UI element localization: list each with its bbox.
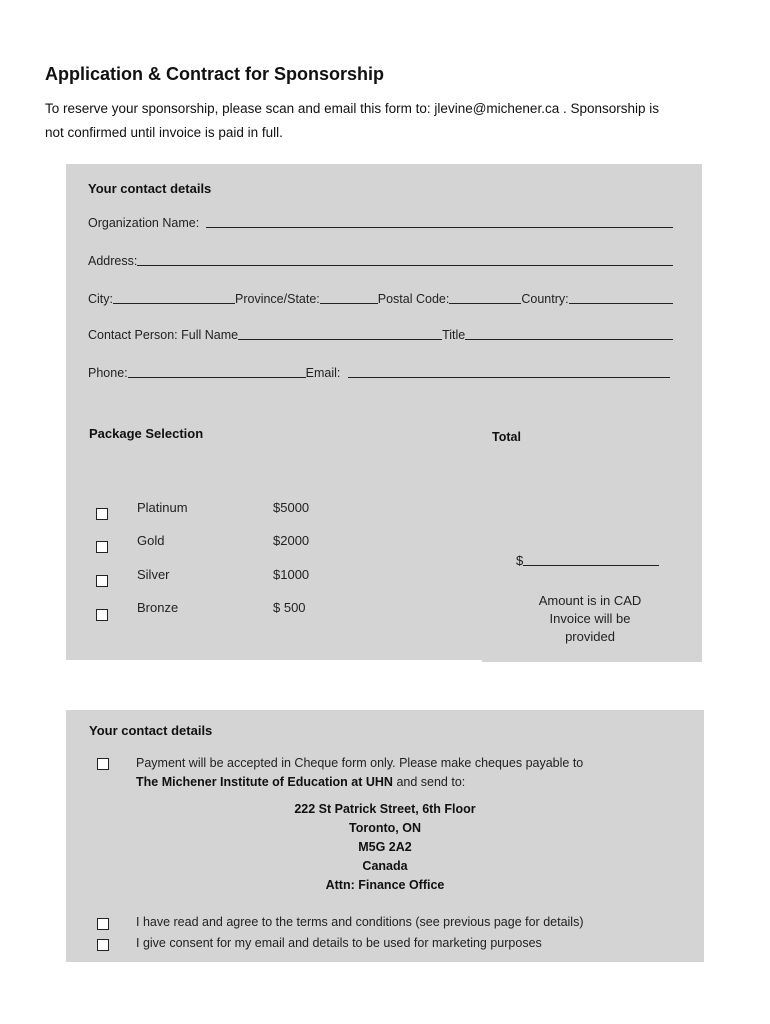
organization-field[interactable] <box>206 216 673 228</box>
address-line-4: Canada <box>362 859 408 873</box>
bronze-name: Bronze <box>137 600 179 615</box>
postal-code-label: Postal Code: <box>377 292 450 306</box>
intro-line-1: To reserve your sponsorship, please scan and email this form to: jlevine@michener.ca . Sponsorship is <box>45 101 659 116</box>
title-field[interactable] <box>465 328 673 340</box>
intro-line-2: not confirmed until invoice is paid in full. <box>45 125 283 140</box>
currency-note <box>510 592 670 646</box>
currency-note-line-2: Invoice will be <box>549 611 631 626</box>
address-line-2: Toronto, ON <box>349 821 421 835</box>
province-field[interactable] <box>320 292 378 304</box>
payment-line-1: Payment will be accepted in Cheque form only. Please make cheques payable to <box>136 756 584 770</box>
organization-row <box>88 216 673 230</box>
address-line-1: 222 St Patrick Street, 6th Floor <box>294 802 476 816</box>
total-amount-field[interactable] <box>523 554 659 566</box>
email-label: Email: <box>305 366 341 380</box>
address-row <box>88 254 673 268</box>
silver-name: Silver <box>137 567 170 582</box>
total-amount <box>516 553 659 568</box>
payment-instructions <box>136 754 676 792</box>
bronze-price: $ 500 <box>273 600 306 615</box>
page-title: Application & Contract for Sponsorship <box>45 64 385 84</box>
contact-details-heading: Your contact details <box>88 181 212 196</box>
title-label: Title <box>442 328 466 342</box>
payment-heading: Your contact details <box>89 723 213 738</box>
total-heading: Total <box>492 430 521 444</box>
address-label: Address: <box>88 254 138 268</box>
platinum-price: $5000 <box>273 500 310 515</box>
terms-label: I have read and agree to the terms and conditions (see previous page for details) <box>136 915 584 929</box>
address-field[interactable] <box>137 254 673 266</box>
gold-price: $2000 <box>273 533 310 548</box>
contact-person-label: Contact Person: Full Name <box>88 328 239 342</box>
consent-checkbox[interactable] <box>97 939 109 951</box>
silver-price: $1000 <box>273 567 310 582</box>
currency-note-line-3: provided <box>565 629 615 644</box>
package-selection-heading: Package Selection <box>89 426 204 441</box>
full-name-field[interactable] <box>238 328 442 340</box>
terms-checkbox[interactable] <box>97 918 109 930</box>
phone-label: Phone: <box>88 366 128 380</box>
contact-person-row <box>88 328 673 342</box>
email-field[interactable] <box>348 366 670 378</box>
currency-note-line-1: Amount is in CAD <box>538 593 642 608</box>
dollar-sign: $ <box>516 553 524 568</box>
location-row <box>88 292 673 306</box>
payment-line-2-suffix: and send to: <box>392 775 466 789</box>
phone-email-row <box>88 366 670 380</box>
intro-text <box>45 97 735 145</box>
country-field[interactable] <box>569 292 673 304</box>
postal-code-field[interactable] <box>449 292 521 304</box>
city-label: City: <box>88 292 113 306</box>
payee-name: The Michener Institute of Education at UHN <box>136 775 393 789</box>
organization-label: Organization Name: <box>88 216 200 230</box>
mailing-address <box>66 800 704 895</box>
gold-checkbox[interactable] <box>96 541 108 553</box>
silver-checkbox[interactable] <box>96 575 108 587</box>
province-label: Province/State: <box>235 292 320 306</box>
cheque-payment-checkbox[interactable] <box>97 758 109 770</box>
address-line-3: M5G 2A2 <box>358 840 412 854</box>
payment-line-2 <box>136 773 676 792</box>
platinum-name: Platinum <box>137 500 188 515</box>
bronze-checkbox[interactable] <box>96 609 108 621</box>
address-line-5: Attn: Finance Office <box>325 878 445 892</box>
gold-name: Gold <box>137 533 165 548</box>
platinum-checkbox[interactable] <box>96 508 108 520</box>
consent-label: I give consent for my email and details to be used for marketing purposes <box>136 936 542 950</box>
city-field[interactable] <box>113 292 235 304</box>
country-label: Country: <box>521 292 569 306</box>
phone-field[interactable] <box>128 366 306 378</box>
